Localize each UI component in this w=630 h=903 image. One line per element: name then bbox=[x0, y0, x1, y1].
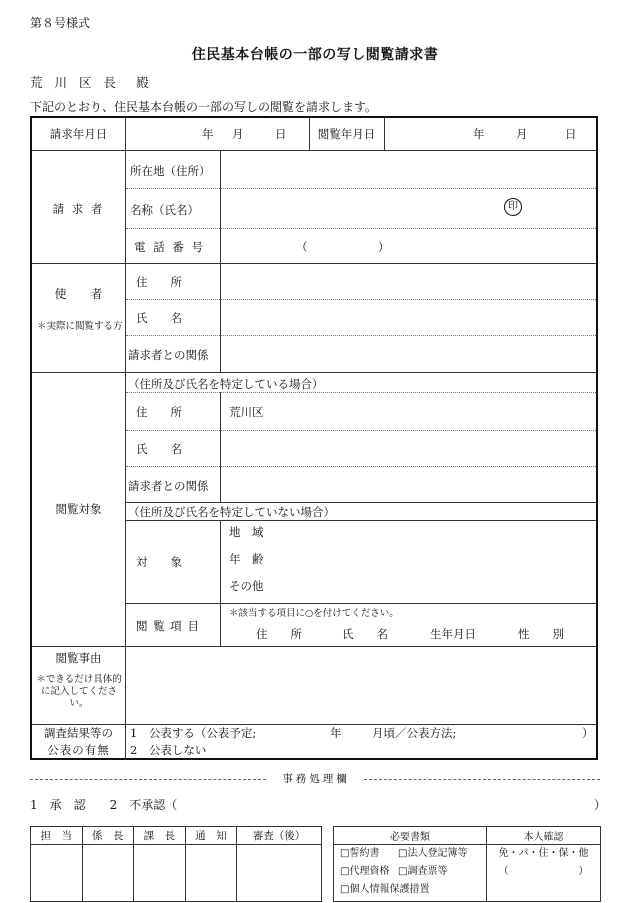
request-date-label: 請求年月日 bbox=[49, 127, 108, 141]
publish-year-unit: 年 bbox=[330, 726, 342, 740]
item-birthdate: 生年月日 bbox=[430, 627, 476, 641]
requester-name-label: 名称（氏名） bbox=[130, 203, 199, 217]
requester-address-label: 所在地（住所） bbox=[130, 164, 211, 178]
user-relation-label: 請求者との関係 bbox=[128, 348, 209, 362]
items-note: ＊該当する項目に○を付けてください。 bbox=[229, 608, 399, 619]
stamp-cell bbox=[134, 845, 186, 902]
object-item-age: 年 齢 bbox=[229, 552, 264, 566]
id-paren-open: （ bbox=[498, 866, 509, 877]
seal-mark: 印 bbox=[504, 198, 522, 216]
intro-text: 下記のとおり、住民基本台帳の一部の写しの閲覧を請求します。 bbox=[30, 100, 378, 114]
phone-paren-open: （ bbox=[296, 240, 308, 254]
phone-paren-close: ） bbox=[378, 240, 390, 254]
item-name: 氏 名 bbox=[342, 627, 388, 641]
user-note: ＊実際に閲覧する方 bbox=[37, 321, 123, 332]
view-month-unit: 月 bbox=[516, 127, 528, 141]
stamp-cell bbox=[237, 845, 322, 902]
office-divider-left bbox=[30, 779, 266, 780]
id-options: 免・パ・住・保・他 bbox=[498, 848, 589, 859]
target-relation-label: 請求者との関係 bbox=[128, 479, 209, 493]
specified-note: （住所及び氏名を特定している場合） bbox=[128, 377, 324, 391]
item-address: 住 所 bbox=[256, 627, 302, 641]
document-title: 住民基本台帳の一部の写し閲覧請求書 bbox=[191, 47, 439, 63]
documents-table bbox=[333, 826, 601, 902]
requester-label: 請 求 者 bbox=[52, 202, 105, 216]
object-item-other: その他 bbox=[229, 579, 264, 593]
doc-privacy: □個人情報保護措置 bbox=[340, 884, 430, 895]
approval-close: ） bbox=[594, 798, 607, 812]
office-divider-right bbox=[364, 779, 600, 780]
publish-method: 月頃／公表方法; bbox=[372, 726, 457, 740]
publish-label-1: 調査結果等の bbox=[44, 726, 113, 740]
stamp-header-tanto: 担 当 bbox=[31, 827, 83, 845]
stamp-header-shinsa: 審査（後） bbox=[237, 827, 322, 845]
docs-list bbox=[334, 845, 487, 902]
id-header: 本人確認 bbox=[487, 827, 601, 845]
docs-header: 必要書類 bbox=[334, 827, 487, 845]
publish-close: ） bbox=[582, 726, 594, 740]
requester-phone-label: 電 話 番 号 bbox=[134, 240, 205, 254]
stamp-table bbox=[30, 826, 322, 902]
target-address-label: 住 所 bbox=[136, 405, 182, 419]
id-cell bbox=[487, 845, 601, 902]
target-name-label: 氏 名 bbox=[136, 442, 182, 456]
stamp-header-kakaricho: 係 長 bbox=[82, 827, 134, 845]
stamp-header-tsuchi: 通 知 bbox=[185, 827, 237, 845]
id-paren-close: ） bbox=[578, 866, 589, 877]
user-name-label: 氏 名 bbox=[136, 311, 182, 325]
items-label: 閲 覧 項 目 bbox=[136, 619, 200, 633]
doc-pledge: □誓約書 bbox=[340, 848, 380, 859]
reason-note: ＊できるだけ具体的に記入してください。 bbox=[36, 674, 122, 709]
doc-survey: □調査票等 bbox=[398, 866, 448, 877]
request-day-unit: 日 bbox=[275, 127, 287, 141]
approval-options: 1 承 認 2 不承認（ bbox=[30, 798, 178, 812]
publish-option-1: 1 公表する（公表予定; bbox=[130, 726, 257, 740]
stamp-header-kacho: 課 長 bbox=[134, 827, 186, 845]
view-day-unit: 日 bbox=[565, 127, 577, 141]
target-address-value: 荒川区 bbox=[229, 405, 264, 419]
publish-label-2: 公表の有無 bbox=[47, 743, 110, 757]
item-gender: 性 別 bbox=[518, 627, 564, 641]
view-date-label: 閲覧年月日 bbox=[317, 127, 376, 141]
user-address-label: 住 所 bbox=[136, 275, 182, 289]
reason-label: 閲覧事由 bbox=[55, 651, 102, 665]
form-number: 第８号様式 bbox=[30, 16, 91, 30]
approval-line bbox=[30, 796, 607, 813]
target-object-label: 対 象 bbox=[136, 555, 182, 569]
office-title: 事務処理欄 bbox=[282, 773, 350, 785]
object-item-area: 地 域 bbox=[229, 525, 264, 539]
stamp-cell bbox=[185, 845, 237, 902]
target-label: 閲覧対象 bbox=[55, 502, 102, 516]
doc-registry: □法人登記簿等 bbox=[398, 848, 468, 859]
unspecified-note: （住所及び氏名を特定していない場合） bbox=[128, 505, 335, 519]
doc-proxy: □代理資格 bbox=[340, 866, 390, 877]
user-label: 使 者 bbox=[54, 287, 103, 301]
publish-option-2: 2 公表しない bbox=[130, 743, 207, 757]
addressee: 荒 川 区 長 殿 bbox=[30, 75, 153, 90]
view-year-unit: 年 bbox=[473, 127, 485, 141]
request-year-unit: 年 bbox=[202, 127, 214, 141]
stamp-cell bbox=[82, 845, 134, 902]
stamp-cell bbox=[31, 845, 83, 902]
request-form bbox=[30, 116, 598, 760]
request-month-unit: 月 bbox=[232, 127, 244, 141]
